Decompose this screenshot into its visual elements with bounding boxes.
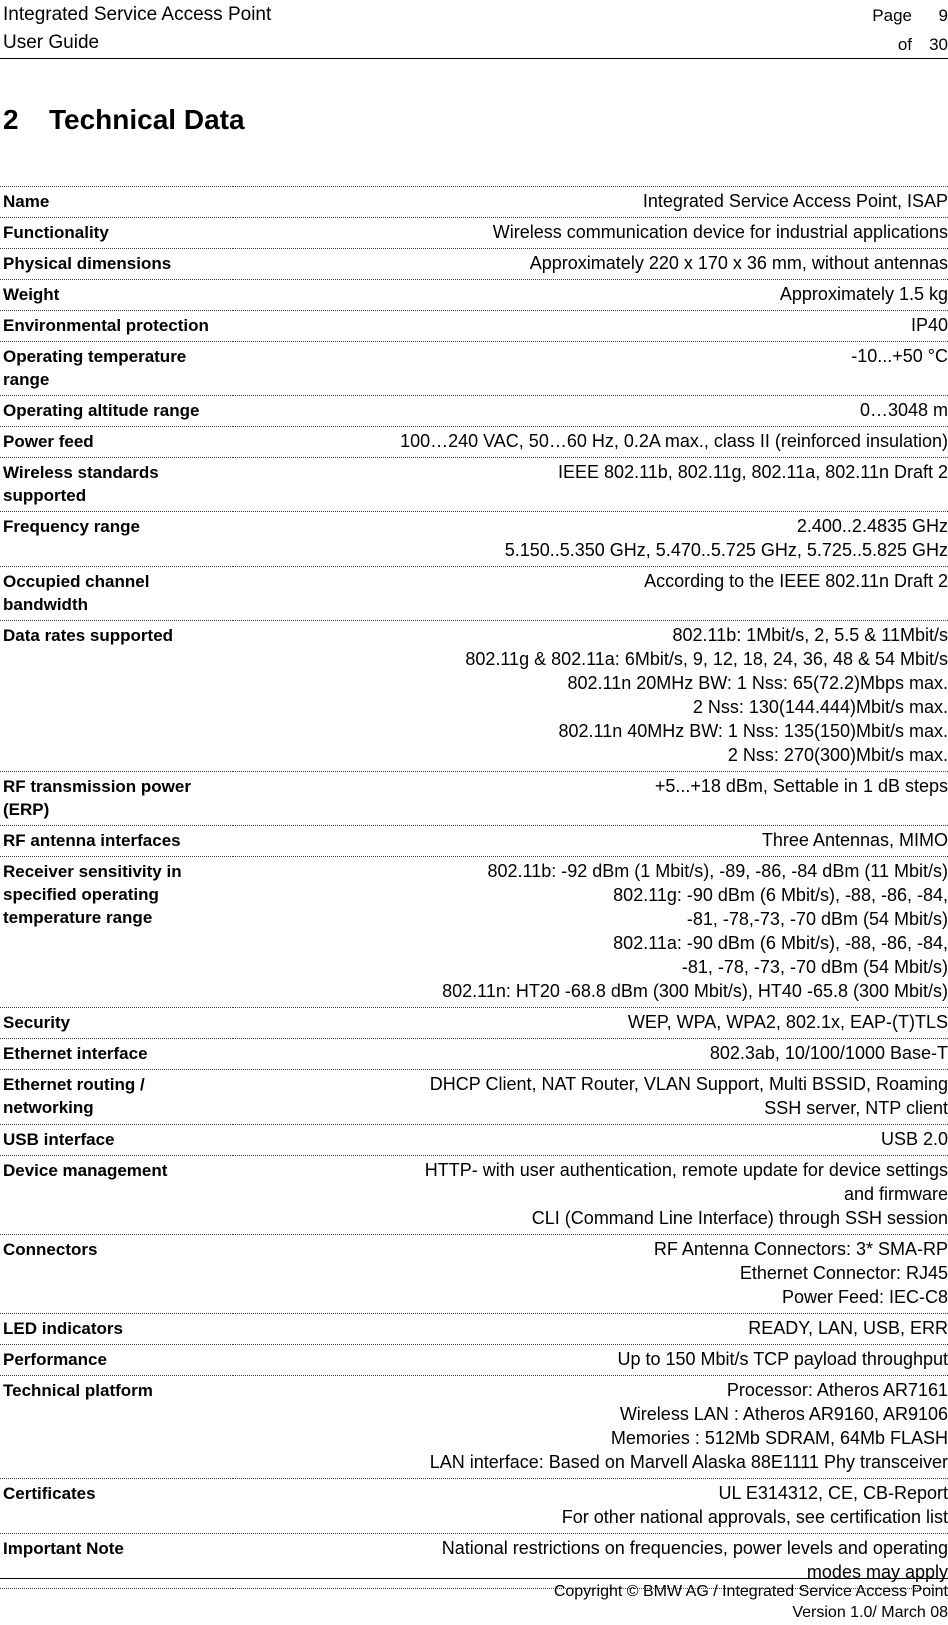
- spec-row: [0, 1314, 948, 1345]
- spec-row: [0, 1479, 948, 1534]
- spec-value: [233, 772, 948, 826]
- spec-name: Functionality: [0, 218, 233, 249]
- spec-value: [233, 567, 948, 621]
- spec-row: [0, 772, 948, 826]
- spec-value-line: 2 Nss: 270(300)Mbit/s max.: [727, 745, 948, 765]
- spec-row: [0, 342, 948, 396]
- spec-row: [0, 1376, 948, 1479]
- spec-value-line: CLI (Command Line Interface) through SSH session: [531, 1208, 948, 1228]
- spec-value-line: -10...+50 °C: [851, 346, 948, 366]
- spec-value-line: RF Antenna Connectors: 3* SMA-RP: [653, 1239, 948, 1259]
- spec-value-line: 802.11b: -92 dBm (1 Mbit/s), -89, -86, -84 dBm (11 Mbit/s): [487, 861, 948, 881]
- spec-value: [233, 1376, 948, 1479]
- spec-row: [0, 396, 948, 427]
- spec-name: Ethernet routing / networking: [0, 1070, 233, 1125]
- spec-row: [0, 1345, 948, 1376]
- spec-value-line: According to the IEEE 802.11n Draft 2: [644, 571, 948, 591]
- spec-row: [0, 1235, 948, 1314]
- spec-name: Certificates: [0, 1479, 233, 1534]
- spec-value-line: For other national approvals, see certification list: [561, 1507, 948, 1527]
- spec-name: Data rates supported: [0, 621, 233, 772]
- spec-value-line: 2.400..2.4835 GHz: [796, 516, 948, 536]
- spec-name: Ethernet interface: [0, 1039, 233, 1070]
- spec-value: [233, 218, 948, 249]
- spec-value: [233, 249, 948, 280]
- spec-value-line: WEP, WPA, WPA2, 802.1x, EAP-(T)TLS: [627, 1012, 948, 1032]
- spec-name: Wireless standards supported: [0, 458, 233, 512]
- spec-name: LED indicators: [0, 1314, 233, 1345]
- spec-name: Receiver sensitivity in specified operating temperature range: [0, 857, 233, 1008]
- spec-name: Environmental protection: [0, 311, 233, 342]
- spec-row: [0, 218, 948, 249]
- spec-value-line: Ethernet Connector: RJ45: [739, 1263, 948, 1283]
- spec-value-line: and firmware: [843, 1184, 948, 1204]
- spec-value-line: Approximately 1.5 kg: [779, 284, 948, 304]
- spec-value-line: modes may apply: [806, 1562, 948, 1582]
- spec-row: [0, 187, 948, 218]
- spec-name: Technical platform: [0, 1376, 233, 1479]
- spec-value-line: HTTP- with user authentication, remote update for device settings: [424, 1160, 948, 1180]
- spec-row: [0, 621, 948, 772]
- header-doc-info: [3, 1, 271, 57]
- spec-value-line: IP40: [910, 315, 948, 335]
- spec-table-body: [0, 187, 948, 1589]
- spec-row: [0, 311, 948, 342]
- page-label: Page: [872, 6, 912, 25]
- spec-value: [233, 1479, 948, 1534]
- spec-row: [0, 1070, 948, 1125]
- spec-value-line: 5.150..5.350 GHz, 5.470..5.725 GHz, 5.725..5.825 GHz: [504, 540, 948, 560]
- spec-name: Connectors: [0, 1235, 233, 1314]
- spec-value: [233, 621, 948, 772]
- spec-value-line: 0…3048 m: [859, 400, 948, 420]
- spec-value: [233, 1345, 948, 1376]
- spec-value-line: Integrated Service Access Point, ISAP: [642, 191, 948, 211]
- spec-value-line: Approximately 220 x 170 x 36 mm, without antennas: [529, 253, 948, 273]
- spec-value: [233, 1235, 948, 1314]
- spec-value: [233, 396, 948, 427]
- spec-name: Frequency range: [0, 512, 233, 567]
- spec-row: [0, 567, 948, 621]
- spec-value-line: -81, -78,-73, -70 dBm (54 Mbit/s): [686, 909, 948, 929]
- spec-value-line: 802.11n 20MHz BW: 1 Nss: 65(72.2)Mbps max.: [567, 673, 948, 693]
- header-doc-subtitle: User Guide: [3, 32, 100, 53]
- footer-divider: [0, 1578, 948, 1579]
- spec-value: [233, 1008, 948, 1039]
- of-label: of: [897, 35, 912, 54]
- spec-row: [0, 1156, 948, 1235]
- spec-name: Performance: [0, 1345, 233, 1376]
- spec-value-line: 802.11n 40MHz BW: 1 Nss: 135(150)Mbit/s max.: [558, 721, 948, 741]
- spec-value-line: Three Antennas, MIMO: [761, 830, 948, 850]
- spec-row: [0, 427, 948, 458]
- spec-value-line: LAN interface: Based on Marvell Alaska 88E1111 Phy transceiver: [429, 1452, 948, 1472]
- spec-value-line: National restrictions on frequencies, power levels and operating: [441, 1538, 948, 1558]
- spec-value: [233, 1314, 948, 1345]
- spec-row: [0, 280, 948, 311]
- spec-value-line: Up to 150 Mbit/s TCP payload throughput: [617, 1349, 948, 1369]
- spec-value-line: Memories : 512Mb SDRAM, 64Mb FLASH: [610, 1428, 948, 1448]
- spec-row: [0, 1125, 948, 1156]
- spec-value-line: 802.11b: 1Mbit/s, 2, 5.5 & 11Mbit/s: [672, 625, 948, 645]
- spec-name: Operating altitude range: [0, 396, 233, 427]
- spec-value: [233, 458, 948, 512]
- header-page-info: [872, 1, 948, 59]
- spec-value-line: 802.11n: HT20 -68.8 dBm (300 Mbit/s), HT40 -65.8 (300 Mbit/s): [442, 981, 948, 1001]
- spec-name: Weight: [0, 280, 233, 311]
- page-header: [0, 0, 948, 60]
- spec-value: [233, 512, 948, 567]
- spec-value-line: 802.11a: -90 dBm (6 Mbit/s), -88, -86, -84,: [613, 933, 948, 953]
- spec-value: [233, 1125, 948, 1156]
- spec-name: Physical dimensions: [0, 249, 233, 280]
- page-number: 9: [938, 6, 948, 25]
- spec-value: [233, 826, 948, 857]
- spec-name: Name: [0, 187, 233, 218]
- spec-name: RF transmission power (ERP): [0, 772, 233, 826]
- spec-value-line: 802.11g & 802.11a: 6Mbit/s, 9, 12, 18, 24, 36, 48 & 54 Mbit/s: [465, 649, 948, 669]
- spec-row: [0, 1008, 948, 1039]
- spec-value-line: 802.3ab, 10/100/1000 Base-T: [709, 1043, 948, 1063]
- total-pages: 30: [929, 35, 948, 54]
- spec-row: [0, 857, 948, 1008]
- spec-value-line: Wireless LAN : Atheros AR9160, AR9106: [619, 1404, 948, 1424]
- spec-name: USB interface: [0, 1125, 233, 1156]
- section-title: Technical Data: [49, 104, 245, 135]
- technical-data-table: [0, 186, 948, 1589]
- section-heading: [3, 104, 245, 136]
- spec-value-line: -81, -78, -73, -70 dBm (54 Mbit/s): [681, 957, 948, 977]
- spec-name: Security: [0, 1008, 233, 1039]
- spec-value: [233, 280, 948, 311]
- spec-name: Important Note: [0, 1534, 233, 1589]
- spec-value-line: Wireless communication device for industrial applications: [492, 222, 948, 242]
- spec-name: Power feed: [0, 427, 233, 458]
- footer-copyright: Copyright © BMW AG / Integrated Service Access Point: [553, 1583, 948, 1600]
- spec-value-line: IEEE 802.11b, 802.11g, 802.11a, 802.11n Draft 2: [558, 462, 948, 482]
- spec-value-line: +5...+18 dBm, Settable in 1 dB steps: [654, 776, 948, 796]
- spec-value-line: READY, LAN, USB, ERR: [748, 1318, 948, 1338]
- spec-name: Operating temperature range: [0, 342, 233, 396]
- spec-value: [233, 427, 948, 458]
- spec-name: RF antenna interfaces: [0, 826, 233, 857]
- spec-row: [0, 826, 948, 857]
- spec-row: [0, 1039, 948, 1070]
- spec-name: Occupied channel bandwidth: [0, 567, 233, 621]
- spec-value: [233, 1156, 948, 1235]
- section-number: 2: [3, 104, 19, 135]
- spec-value-line: UL E314312, CE, CB-Report: [718, 1483, 948, 1503]
- spec-value-line: Processor: Atheros AR7161: [726, 1380, 948, 1400]
- header-divider: [0, 58, 948, 59]
- spec-value-line: Power Feed: IEC-C8: [781, 1287, 948, 1307]
- spec-value-line: DHCP Client, NAT Router, VLAN Support, Multi BSSID, Roaming: [429, 1074, 948, 1094]
- spec-value-line: 100…240 VAC, 50…60 Hz, 0.2A max., class II (reinforced insulation): [400, 431, 948, 451]
- spec-value: [233, 311, 948, 342]
- spec-name: Device management: [0, 1156, 233, 1235]
- spec-value-line: SSH server, NTP client: [764, 1098, 948, 1118]
- spec-value-line: 802.11g: -90 dBm (6 Mbit/s), -88, -86, -84,: [613, 885, 948, 905]
- header-doc-title: Integrated Service Access Point: [3, 4, 272, 25]
- spec-row: [0, 512, 948, 567]
- spec-value-line: 2 Nss: 130(144.444)Mbit/s max.: [692, 697, 948, 717]
- spec-row: [0, 458, 948, 512]
- spec-value: [233, 342, 948, 396]
- footer-version: Version 1.0/ March 08: [792, 1604, 948, 1621]
- spec-value: [233, 187, 948, 218]
- spec-value: [233, 857, 948, 1008]
- spec-value: [233, 1039, 948, 1070]
- spec-value-line: USB 2.0: [880, 1129, 948, 1149]
- spec-row: [0, 249, 948, 280]
- spec-value: [233, 1070, 948, 1125]
- page-footer: [554, 1581, 948, 1623]
